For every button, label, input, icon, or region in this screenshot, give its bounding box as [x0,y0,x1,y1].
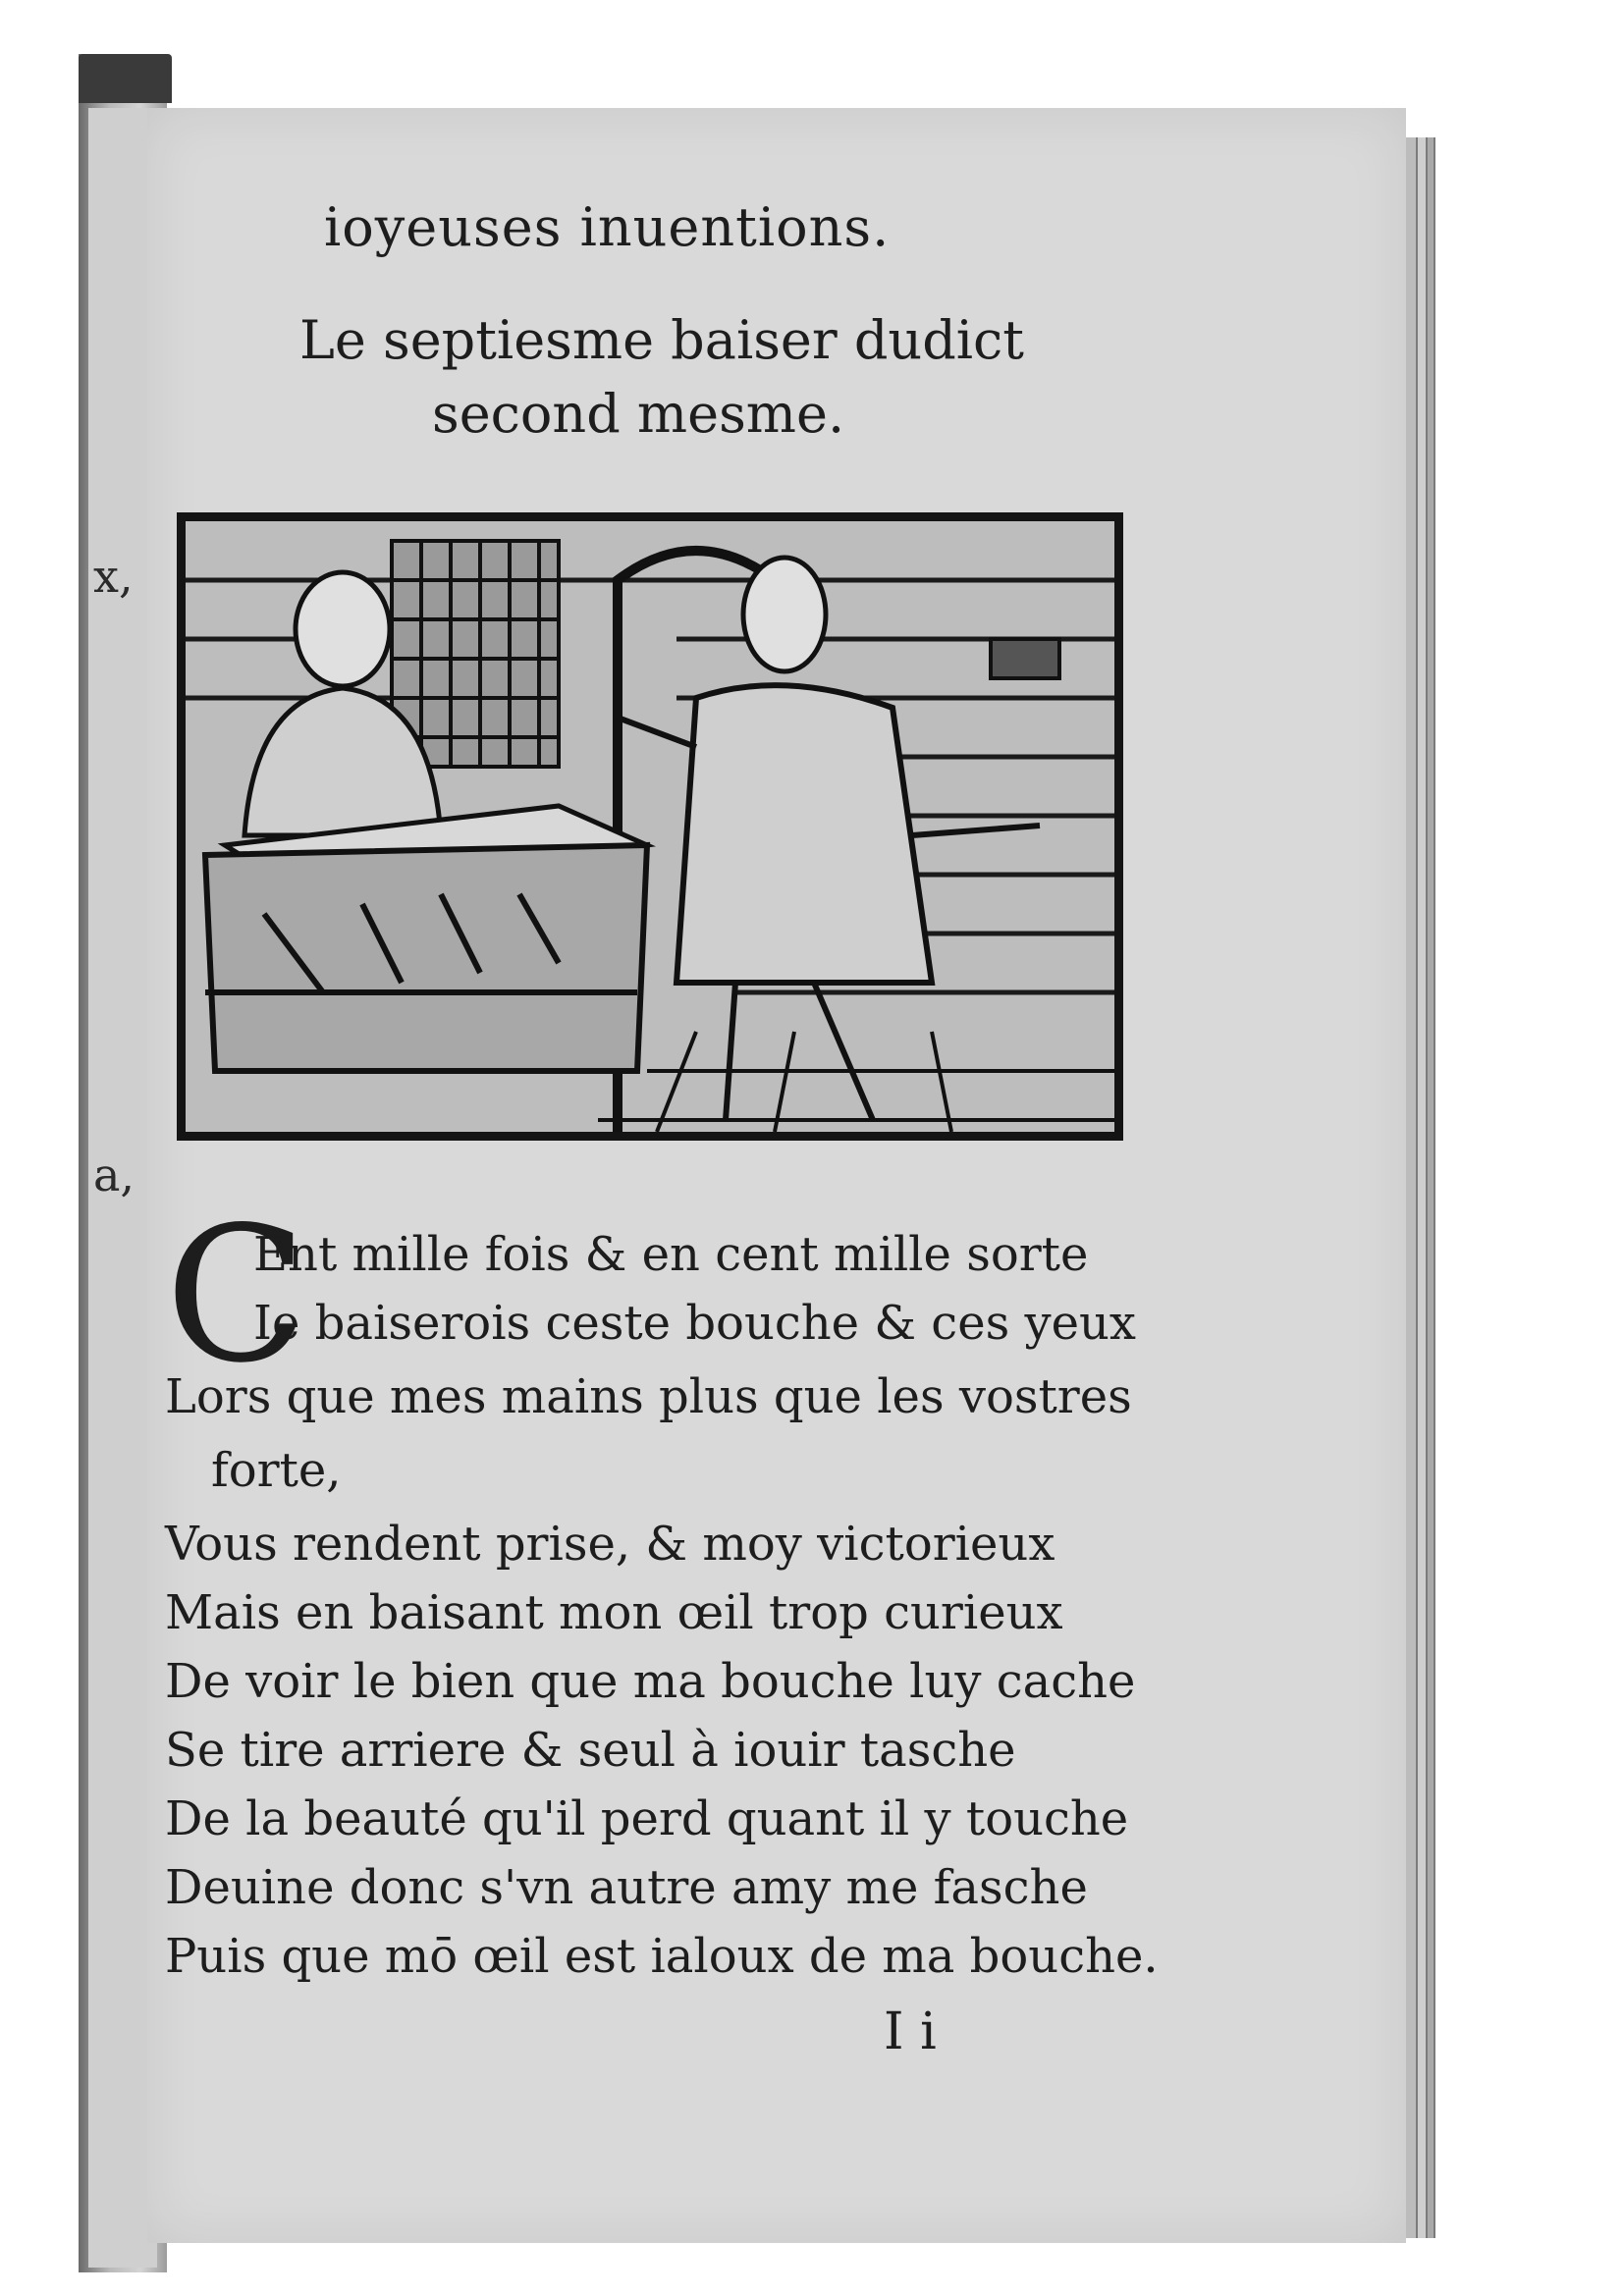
poem-line: Ent mille fois & en cent mille sorte [253,1227,1089,1282]
poem-line: Mais en baisant mon œil trop curieux [165,1585,1063,1640]
poem-line: Se tire arriere & seul à iouir tasche [165,1723,1016,1778]
window-lattice [392,541,559,767]
poem-line: forte, [211,1443,342,1498]
poem-line: Puis que mō œil est ialoux de ma bouche. [165,1929,1159,1984]
signature-mark: I i [884,2002,937,2061]
prev-mark: a, [93,1148,135,1201]
binding-clasp [79,54,172,103]
poem-line: Lors que mes mains plus que les vostres [165,1369,1132,1424]
prev-mark: x, [93,550,134,603]
woodcut-drawing [186,521,1114,1132]
poem-line: Vous rendent prise, & moy victorieux [165,1517,1055,1572]
woodcut-illustration [177,512,1123,1141]
running-header: ioyeuses inuentions. [324,196,891,258]
poem-line: Ie baiserois ceste bouche & ces yeux [253,1296,1136,1351]
table-cloth [205,845,647,1071]
page-edge [1428,137,1435,2238]
drop-cap: C [165,1187,308,1404]
page-edge [1418,137,1428,2238]
vessel-on-shelf [991,639,1059,678]
poem-line: Deuine donc s'vn autre amy me fasche [165,1860,1088,1915]
section-title-line-2: second mesme. [432,383,845,445]
section-title-line-1: Le septiesme baiser dudict [299,309,1024,371]
poem-line: De la beauté qu'il perd quant il y touche [165,1791,1129,1846]
poem-line: De voir le bien que ma bouche luy cache [165,1654,1136,1709]
man-figure [618,558,1040,1120]
page-edge [1406,137,1418,2238]
